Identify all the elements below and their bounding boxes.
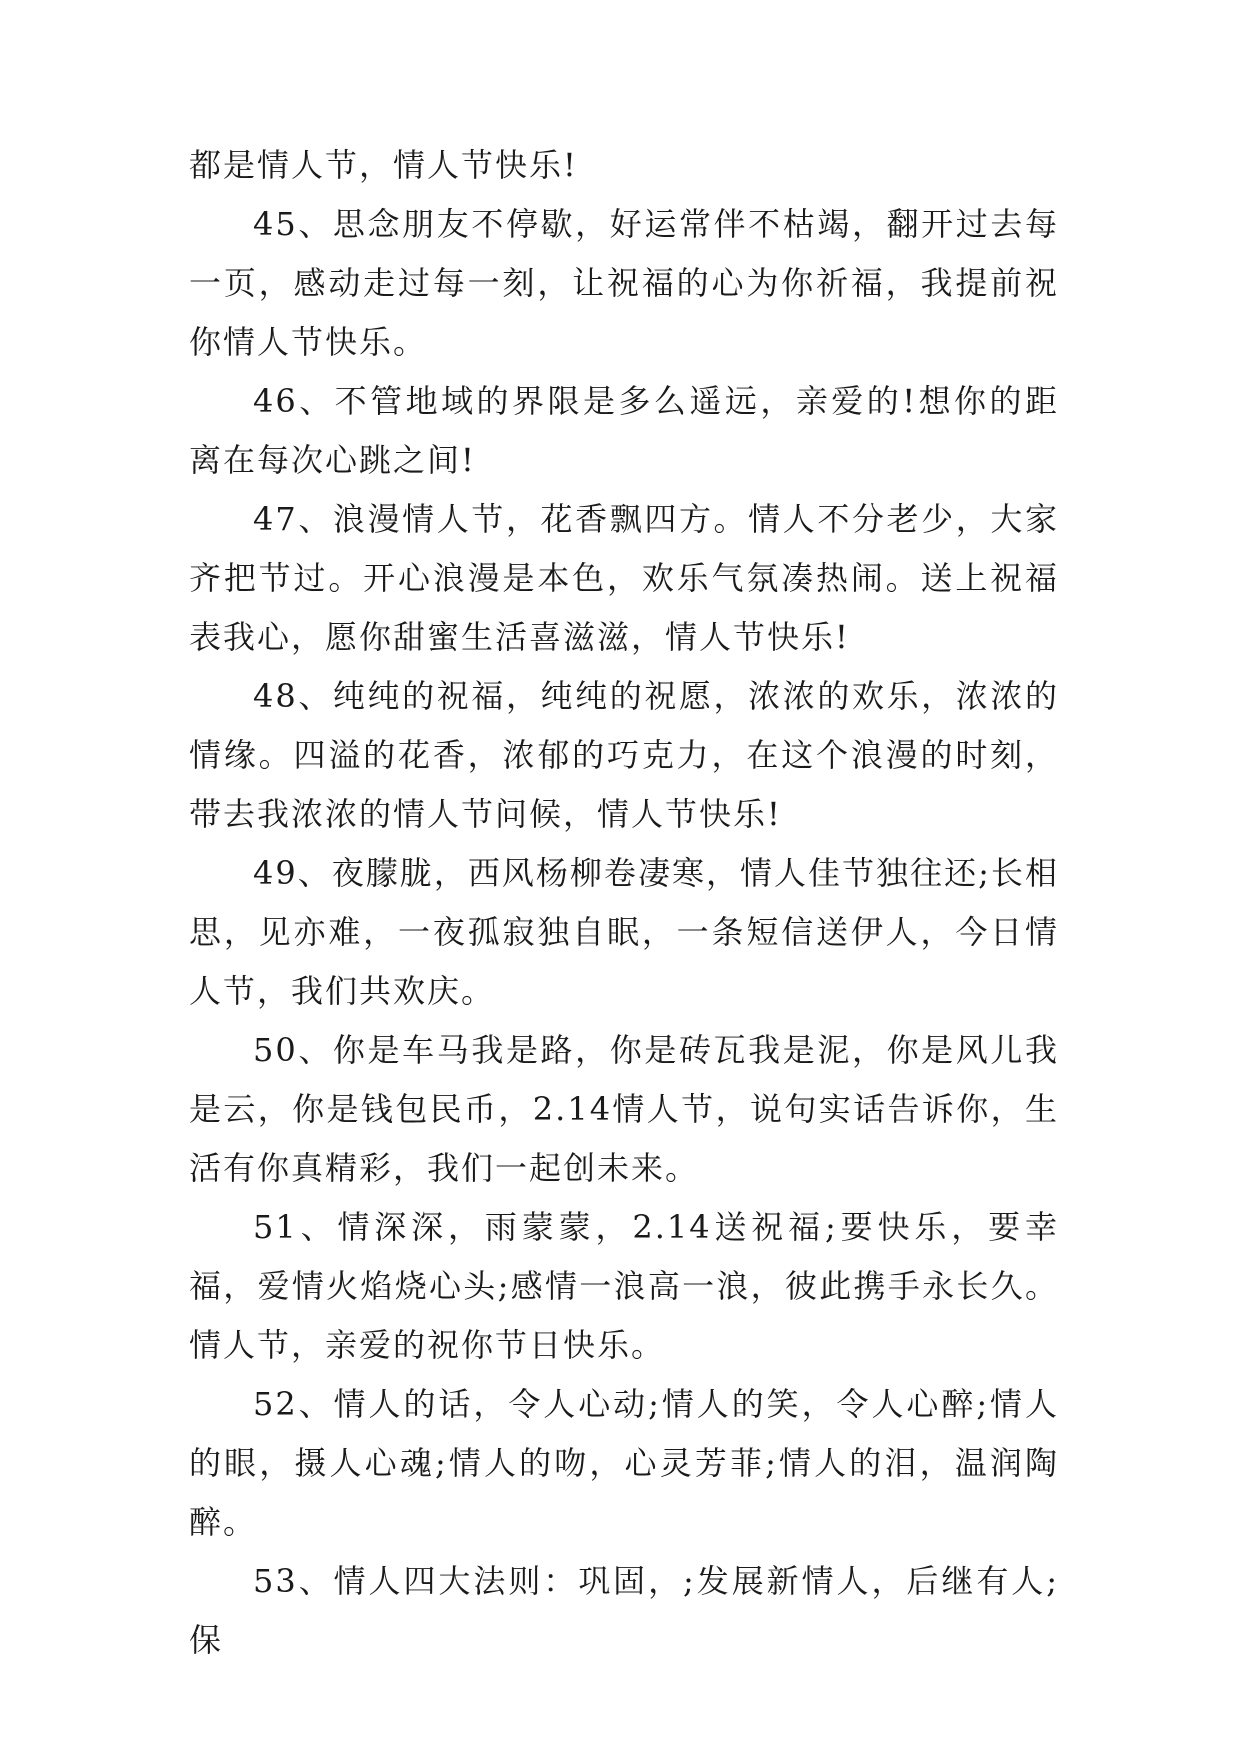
paragraph-51: 51、情深深，雨蒙蒙，2.14送祝福;要快乐，要幸福，爱情火焰烧心头;感情一浪高一浪，彼此携手永长久。情人节，亲爱的祝你节日快乐。 [189,1208,1059,1364]
paragraph-46: 46、不管地域的界限是多么遥远，亲爱的!想你的距离在每次心跳之间! [189,382,1059,479]
paragraph-50: 50、你是车马我是路，你是砖瓦我是泥，你是风儿我是云，你是钱包民币，2.14情人节，说句实话告诉你，生活有你真精彩，我们一起创未来。 [189,1031,1059,1187]
paragraph-52: 52、情人的话，令人心动;情人的笑，令人心醉;情人的眼，摄人心魂;情人的吻，心灵芳菲;情人的泪，温润陶醉。 [189,1385,1059,1541]
paragraph-continuation: 都是情人节，情人节快乐! [189,146,578,184]
paragraph-49: 49、夜朦胧，西风杨柳卷凄寒，情人佳节独往还;长相思，见亦难，一夜孤寂独自眠，一条短信送伊人，今日情人节，我们共欢庆。 [189,854,1059,1010]
document-page [189,136,1059,1670]
paragraph-53: 53、情人四大法则：巩固，;发展新情人，后继有人;保 [189,1562,1059,1659]
paragraph-48: 48、纯纯的祝福，纯纯的祝愿，浓浓的欢乐，浓浓的情缘。四溢的花香，浓郁的巧克力，在这个浪漫的时刻，带去我浓浓的情人节问候，情人节快乐! [189,677,1059,833]
paragraph-47: 47、浪漫情人节，花香飘四方。情人不分老少，大家齐把节过。开心浪漫是本色，欢乐气氛凑热闹。送上祝福表我心，愿你甜蜜生活喜滋滋，情人节快乐! [189,500,1059,656]
paragraph-45: 45、思念朋友不停歇，好运常伴不枯竭，翻开过去每一页，感动走过每一刻，让祝福的心为你祈福，我提前祝你情人节快乐。 [189,205,1059,361]
